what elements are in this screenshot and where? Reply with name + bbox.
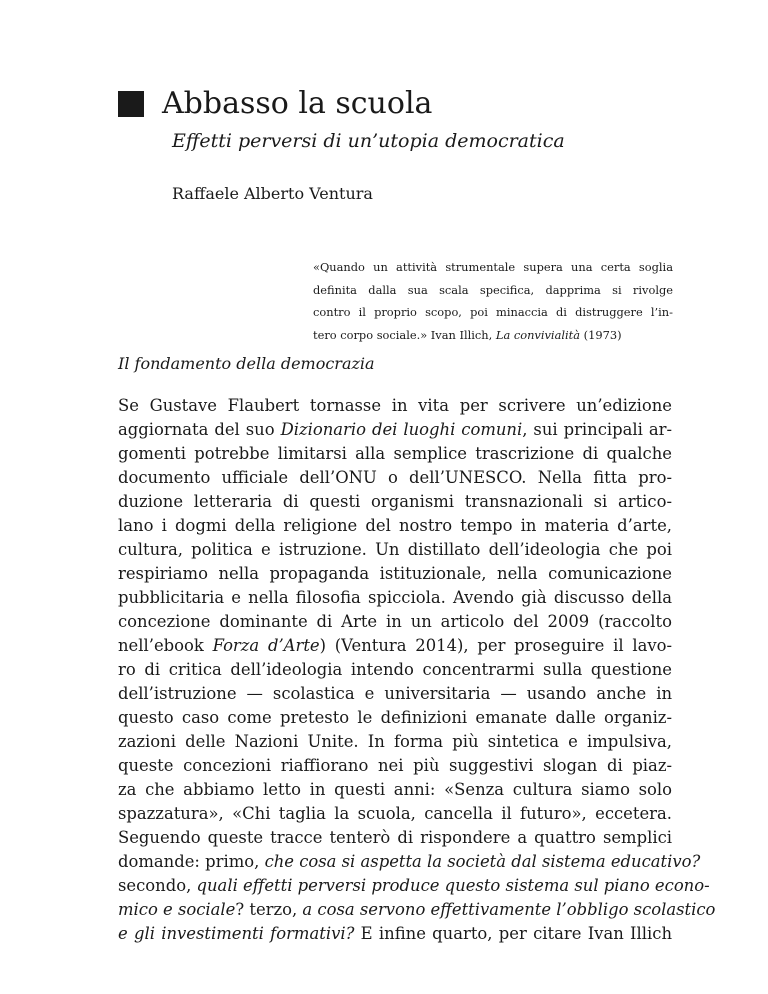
text-line <box>118 658 672 682</box>
text-line <box>118 706 672 730</box>
text-run: tero corpo sociale.» Ivan Illich, <box>313 327 496 342</box>
text-line <box>118 850 701 874</box>
text-run: respiriamo nella propaganda istituzionale, nella comunicazione <box>118 564 672 583</box>
text-run: gomenti potrebbe limitarsi alla semplice trascrizione di qualche <box>118 444 672 463</box>
square-bullet-icon <box>118 91 144 117</box>
text-run: (1973) <box>580 327 622 342</box>
italic-text: a cosa servono effettivamente l’obbligo scolastico <box>302 900 716 919</box>
text-line <box>118 610 672 634</box>
text-run: ? terzo, <box>235 900 303 919</box>
text-line <box>118 898 716 922</box>
body-paragraph <box>118 394 716 946</box>
section-heading: Il fondamento della democrazia <box>118 354 375 373</box>
text-run: nell’ebook <box>118 636 213 655</box>
italic-text: Dizionario dei luoghi comuni <box>280 420 523 439</box>
text-run: ro di critica dell’ideologia intendo concentrarmi sulla questione <box>118 660 672 679</box>
text-line <box>118 490 672 514</box>
text-line <box>118 418 672 442</box>
text-line <box>313 256 673 279</box>
text-run: E infine quarto, per citare Ivan Illich <box>354 924 672 943</box>
text-run: questo caso come pretesto le definizioni emanate dalle organiz- <box>118 708 672 727</box>
article-subtitle: Effetti perversi di un’utopia democratica <box>172 130 565 152</box>
text-line <box>118 514 672 538</box>
epigraph-quote <box>313 256 673 346</box>
article-title: Abbasso la scuola <box>162 86 433 121</box>
italic-text: che cosa si aspetta la società dal sistema educativo? <box>264 852 701 871</box>
italic-text: quali effetti perversi produce questo sistema sul piano econo- <box>196 876 710 895</box>
text-line <box>118 394 672 418</box>
text-run: dell’istruzione — scolastica e universitaria — usando anche in <box>118 684 672 703</box>
text-run: ) (Ventura 2014), per proseguire il lavo- <box>319 636 673 655</box>
text-run: documento ufficiale dell’ONU o dell’UNESCO. Nella fitta pro- <box>118 468 672 487</box>
text-run: lano i dogmi della religione del nostro tempo in materia d’arte, <box>118 516 672 535</box>
text-run: , sui principali ar- <box>522 420 673 439</box>
text-run: concezione dominante di Arte in un articolo del 2009 (raccolto <box>118 612 672 631</box>
text-run: secondo, <box>118 876 197 895</box>
text-run: pubblicitaria e nella filosofia spicciola. Avendo già discusso della <box>118 588 672 607</box>
italic-text: mico e sociale <box>118 900 236 919</box>
text-line <box>118 586 672 610</box>
text-run: aggiornata del suo <box>118 420 281 439</box>
text-run: spazzatura», «Chi taglia la scuola, cancella il futuro», eccetera. <box>118 804 672 823</box>
italic-text: Forza d’Arte <box>212 636 320 655</box>
text-run: za che abbiamo letto in questi anni: «Senza cultura siamo solo <box>118 780 672 799</box>
text-line <box>118 538 672 562</box>
text-line <box>118 802 672 826</box>
text-run: zazioni delle Nazioni Unite. In forma più sintetica e impulsiva, <box>118 732 672 751</box>
text-line <box>118 442 672 466</box>
title-row <box>118 84 432 124</box>
text-line <box>313 279 673 302</box>
italic-text: e gli investimenti formativi? <box>118 924 355 943</box>
text-line <box>118 466 672 490</box>
text-line <box>313 324 673 347</box>
text-line <box>118 562 672 586</box>
text-run: queste concezioni riaffiorano nei più suggestivi slogan di piaz- <box>118 756 672 775</box>
text-run: contro il proprio scopo, poi minaccia di distruggere l’in- <box>313 305 673 319</box>
text-run: cultura, politica e istruzione. Un distillato dell’ideologia che poi <box>118 540 672 559</box>
text-line <box>118 634 672 658</box>
text-line <box>118 778 672 802</box>
text-run: Se Gustave Flaubert tornasse in vita per scrivere un’edizione <box>118 396 672 415</box>
text-line <box>118 922 672 946</box>
text-line <box>118 754 672 778</box>
article-author: Raffaele Alberto Ventura <box>172 184 373 203</box>
text-run: Seguendo queste tracce tenterò di rispondere a quattro semplici <box>118 828 672 847</box>
text-line <box>118 730 672 754</box>
text-line <box>118 682 672 706</box>
italic-text: La convivialità <box>495 327 581 342</box>
text-run: definita dalla sua scala specifica, dapprima si rivolge <box>313 282 673 297</box>
text-run: domande: primo, <box>118 852 265 871</box>
text-line <box>313 301 673 324</box>
text-run: duzione letteraria di questi organismi transnazionali si artico- <box>118 492 672 511</box>
text-run: «Quando un attività strumentale supera una certa soglia <box>313 260 673 274</box>
text-line <box>118 826 672 850</box>
text-line <box>118 874 710 898</box>
